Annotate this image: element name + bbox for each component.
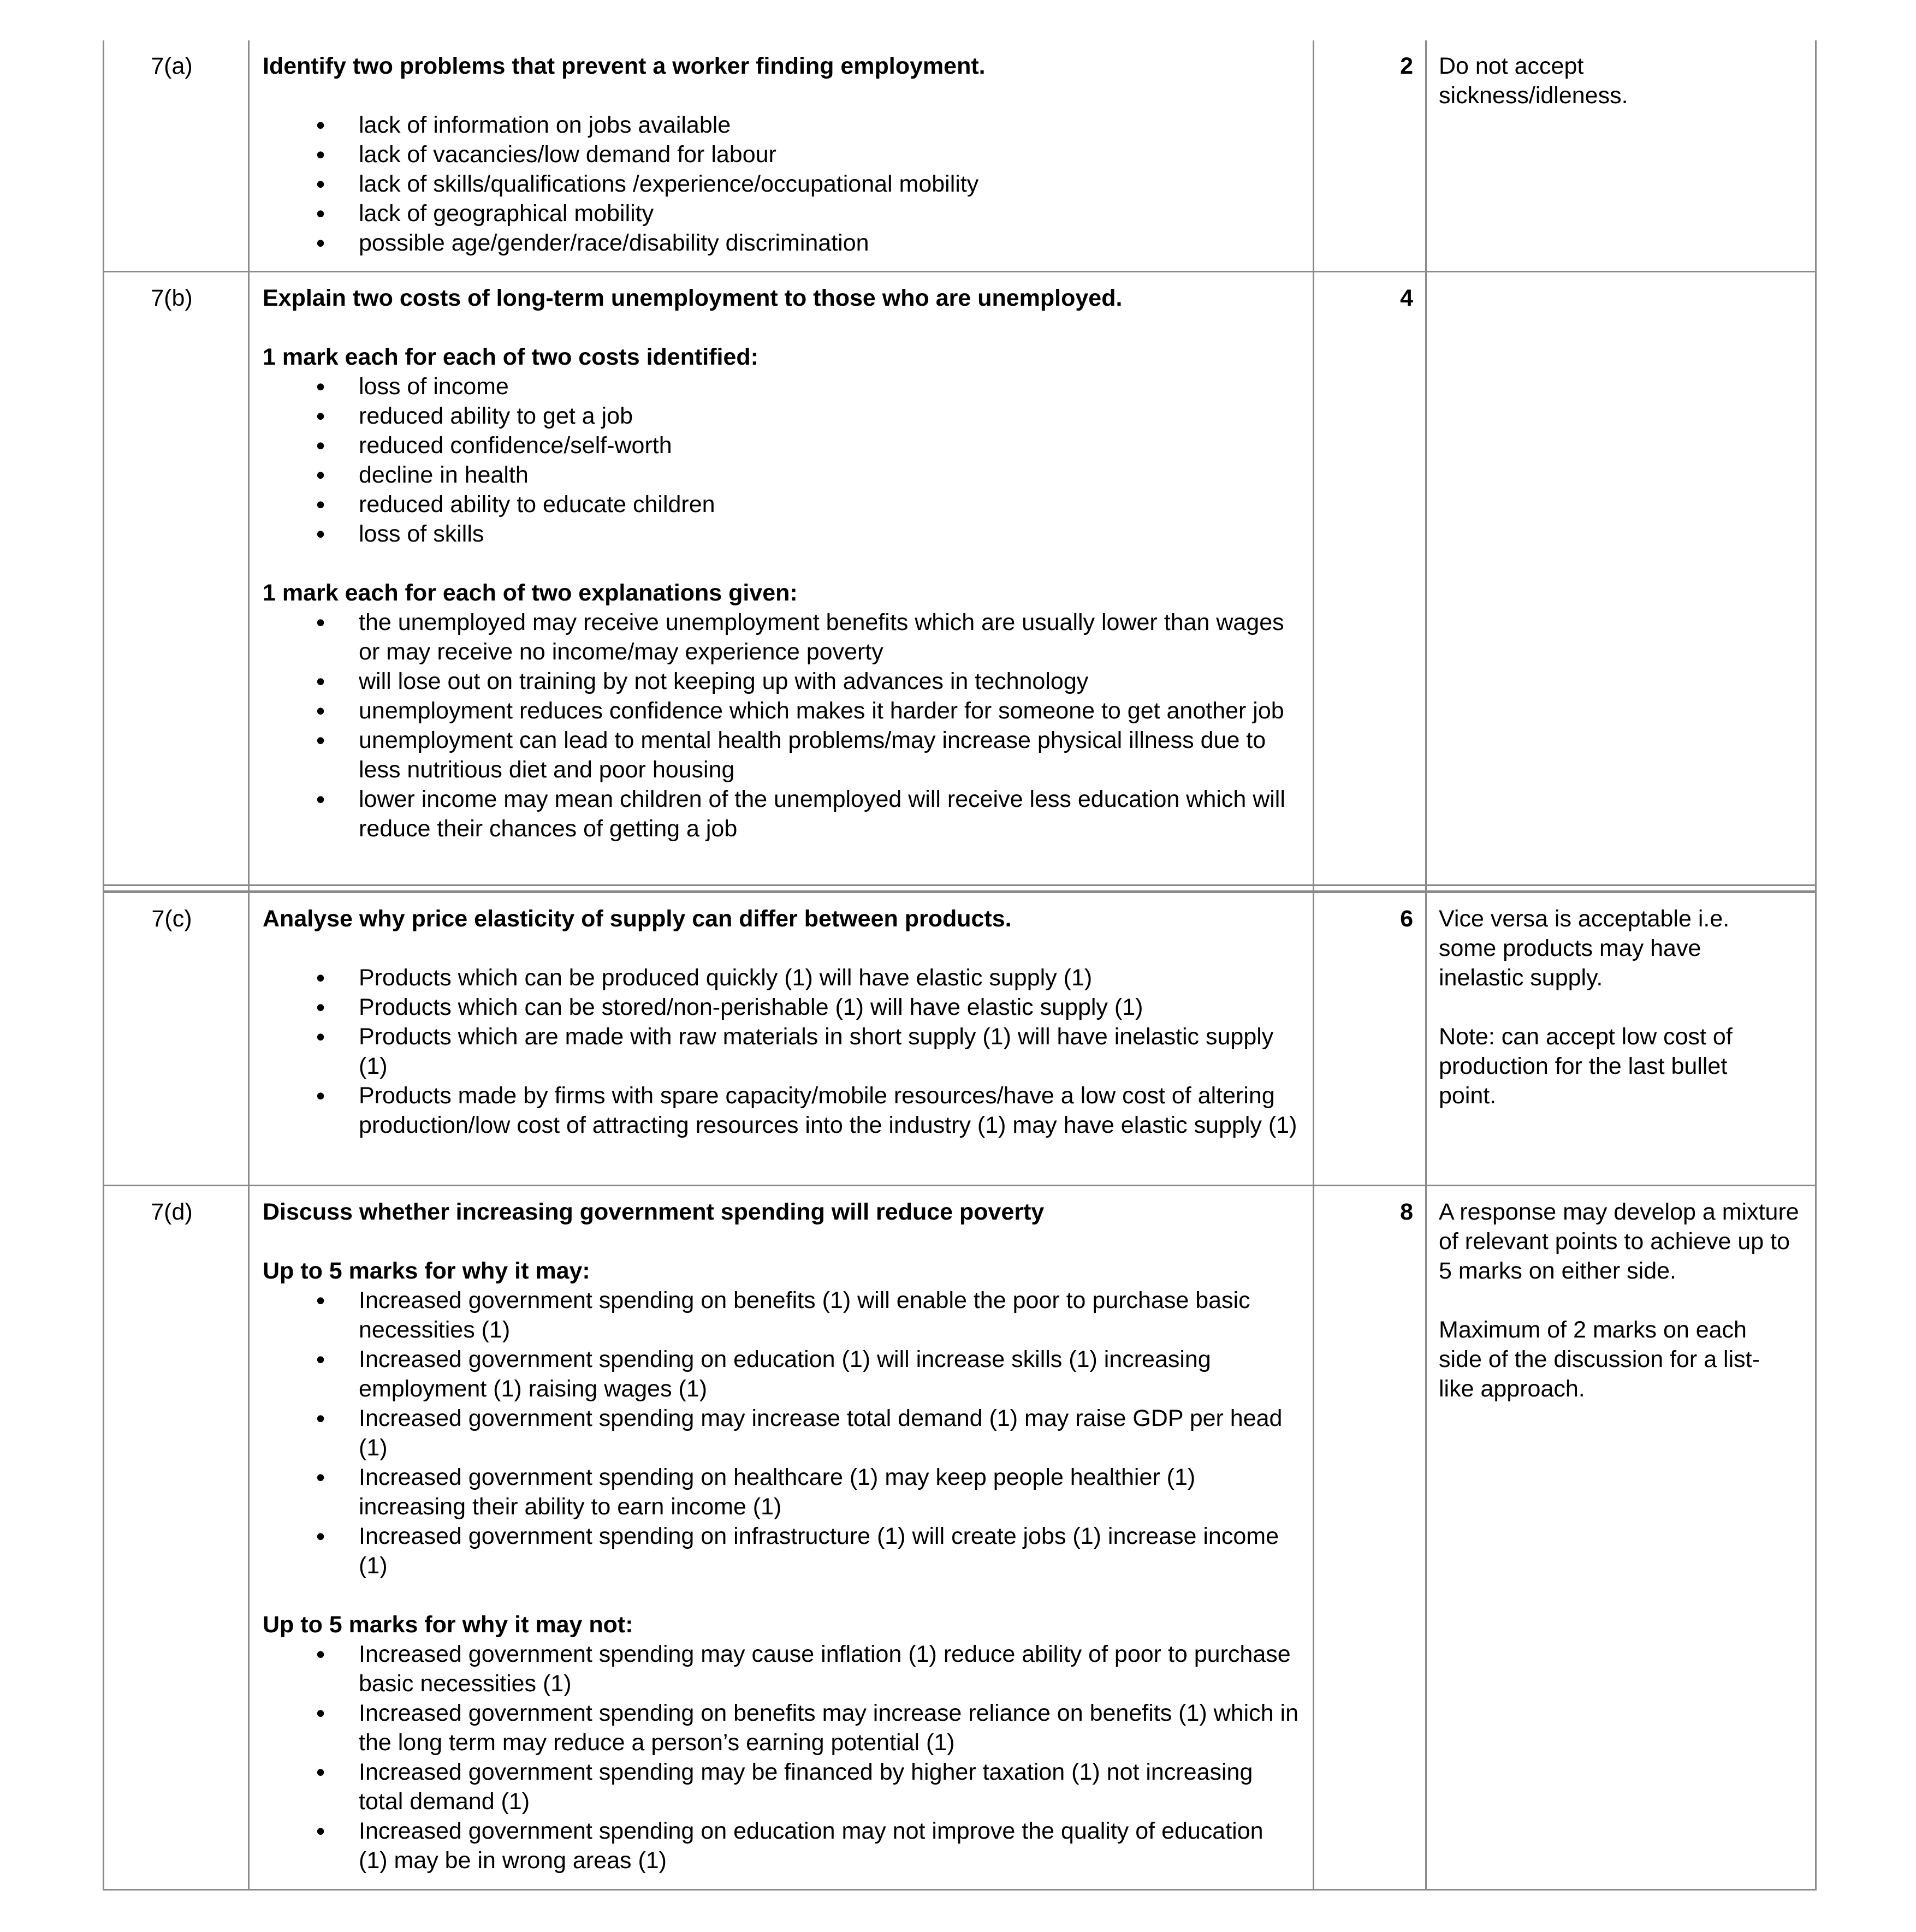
guidance-cell (1426, 272, 1816, 891)
list-item: • lack of skills/qualifications /experience/occupational mobility (263, 169, 1298, 199)
answer-cell (249, 272, 1314, 891)
question-text: Discuss whether increasing government spending will reduce poverty (263, 1199, 1045, 1225)
list-item: • the unemployed may receive unemployment benefits which are usually lower than wages or may receive no income/may experience poverty (263, 608, 1298, 667)
list-item: • lack of geographical mobility (263, 199, 1298, 228)
answer-list (263, 963, 1298, 1140)
question-text: Explain two costs of long-term unemployment to those who are unemployed. (263, 285, 1123, 311)
group-heading: Up to 5 marks for why it may: (263, 1258, 590, 1284)
list-item: • loss of skills (263, 519, 1298, 549)
group-heading: Up to 5 marks for why it may not: (263, 1612, 633, 1638)
list-item: • Increased government spending on education (1) will increase skills (1) increasing employment (1) raising wages (1) (263, 1345, 1298, 1404)
list-item: • reduced confidence/self-worth (263, 431, 1298, 460)
table-separator (103, 884, 1815, 891)
question-number: 7(d) (104, 1186, 249, 1890)
answer-list (263, 1639, 1298, 1875)
guidance-note: A response may develop a mixture of relevant points to achieve up to 5 marks on either side. (1439, 1199, 1799, 1284)
list-item: • Increased government spending on healthcare (1) may keep people healthier (1) increasing their ability to earn income (1) (263, 1463, 1298, 1521)
list-item: • unemployment can lead to mental health problems/may increase physical illness due to less nutritious diet and poor housing (263, 726, 1298, 784)
list-item: • reduced ability to get a job (263, 401, 1298, 431)
marks-cell: 6 (1314, 893, 1426, 1186)
guidance-cell (1426, 40, 1816, 272)
list-item: • lack of vacancies/low demand for labour (263, 140, 1298, 169)
answer-cell (249, 40, 1314, 272)
question-row-7b (104, 272, 1816, 891)
list-item: • Increased government spending on benefits (1) will enable the poor to purchase basic necessities (1) (263, 1286, 1298, 1345)
answer-cell (249, 1186, 1314, 1890)
list-item: • possible age/gender/race/disability discrimination (263, 228, 1298, 258)
list-item: • unemployment reduces confidence which makes it harder for someone to get another job (263, 696, 1298, 726)
list-item: • lower income may mean children of the unemployed will receive less education which will reduce their chances of getting a job (263, 784, 1298, 843)
list-item: • Products made by firms with spare capacity/mobile resources/have a low cost of altering production/low cost of attracting resources into the industry (1) may have elastic supply (1) (263, 1081, 1298, 1140)
answer-cell (249, 893, 1314, 1186)
guidance-note: Vice versa is acceptable i.e. some products may have inelastic supply. (1439, 906, 1730, 991)
answer-list (263, 608, 1298, 843)
marks-cell: 8 (1314, 1186, 1426, 1890)
list-item: • decline in health (263, 460, 1298, 490)
list-item: • loss of income (263, 372, 1298, 401)
list-item: • Increased government spending on education may not improve the quality of education (1) may be in wrong areas (1) (263, 1816, 1298, 1875)
guidance-cell (1426, 1186, 1816, 1890)
guidance-cell (1426, 893, 1816, 1186)
question-row-7c (104, 893, 1816, 1186)
guidance-note: Do not accept sickness/idleness. (1439, 53, 1628, 109)
question-row-7a (104, 40, 1816, 272)
guidance-note: Maximum of 2 marks on each side of the discussion for a list-like approach. (1439, 1317, 1760, 1402)
question-row-7d (104, 1186, 1816, 1890)
list-item: • Increased government spending may increase total demand (1) may raise GDP per head (1) (263, 1404, 1298, 1463)
list-item: • reduced ability to educate children (263, 490, 1298, 519)
list-item: • Increased government spending on infrastructure (1) will create jobs (1) increase income (1) (263, 1521, 1298, 1580)
question-text: Analyse why price elasticity of supply can differ between products. (263, 906, 1012, 932)
list-item: • Increased government spending may be financed by higher taxation (1) not increasing total demand (1) (263, 1757, 1298, 1816)
list-item: • Products which can be stored/non-perishable (1) will have elastic supply (1) (263, 992, 1298, 1022)
list-item: • lack of information on jobs available (263, 110, 1298, 140)
marks-cell: 4 (1314, 272, 1426, 891)
list-item: • Products which can be produced quickly (1) will have elastic supply (1) (263, 963, 1298, 992)
group-heading: 1 mark each for each of two explanations given: (263, 580, 798, 606)
question-text: Identify two problems that prevent a worker finding employment. (263, 53, 986, 79)
list-item: • will lose out on training by not keeping up with advances in technology (263, 667, 1298, 696)
marks-cell: 2 (1314, 40, 1426, 272)
group-heading: 1 mark each for each of two costs identified: (263, 344, 758, 370)
answer-list (263, 1286, 1298, 1580)
guidance-note: Note: can accept low cost of production for the last bullet point. (1439, 1024, 1733, 1109)
question-number: 7(b) (104, 272, 249, 891)
list-item: • Increased government spending on benefits may increase reliance on benefits (1) which in the long term may reduce a person’s earning potential (1) (263, 1698, 1298, 1757)
question-number: 7(c) (104, 893, 249, 1186)
answer-list (263, 110, 1298, 258)
mark-scheme-table-lower (103, 891, 1817, 1891)
mark-scheme-table-upper (103, 40, 1817, 892)
list-item: • Increased government spending may cause inflation (1) reduce ability of poor to purchase basic necessities (1) (263, 1639, 1298, 1698)
list-item: • Products which are made with raw materials in short supply (1) will have inelastic supply (1) (263, 1022, 1298, 1081)
answer-list (263, 372, 1298, 549)
question-number: 7(a) (104, 40, 249, 272)
